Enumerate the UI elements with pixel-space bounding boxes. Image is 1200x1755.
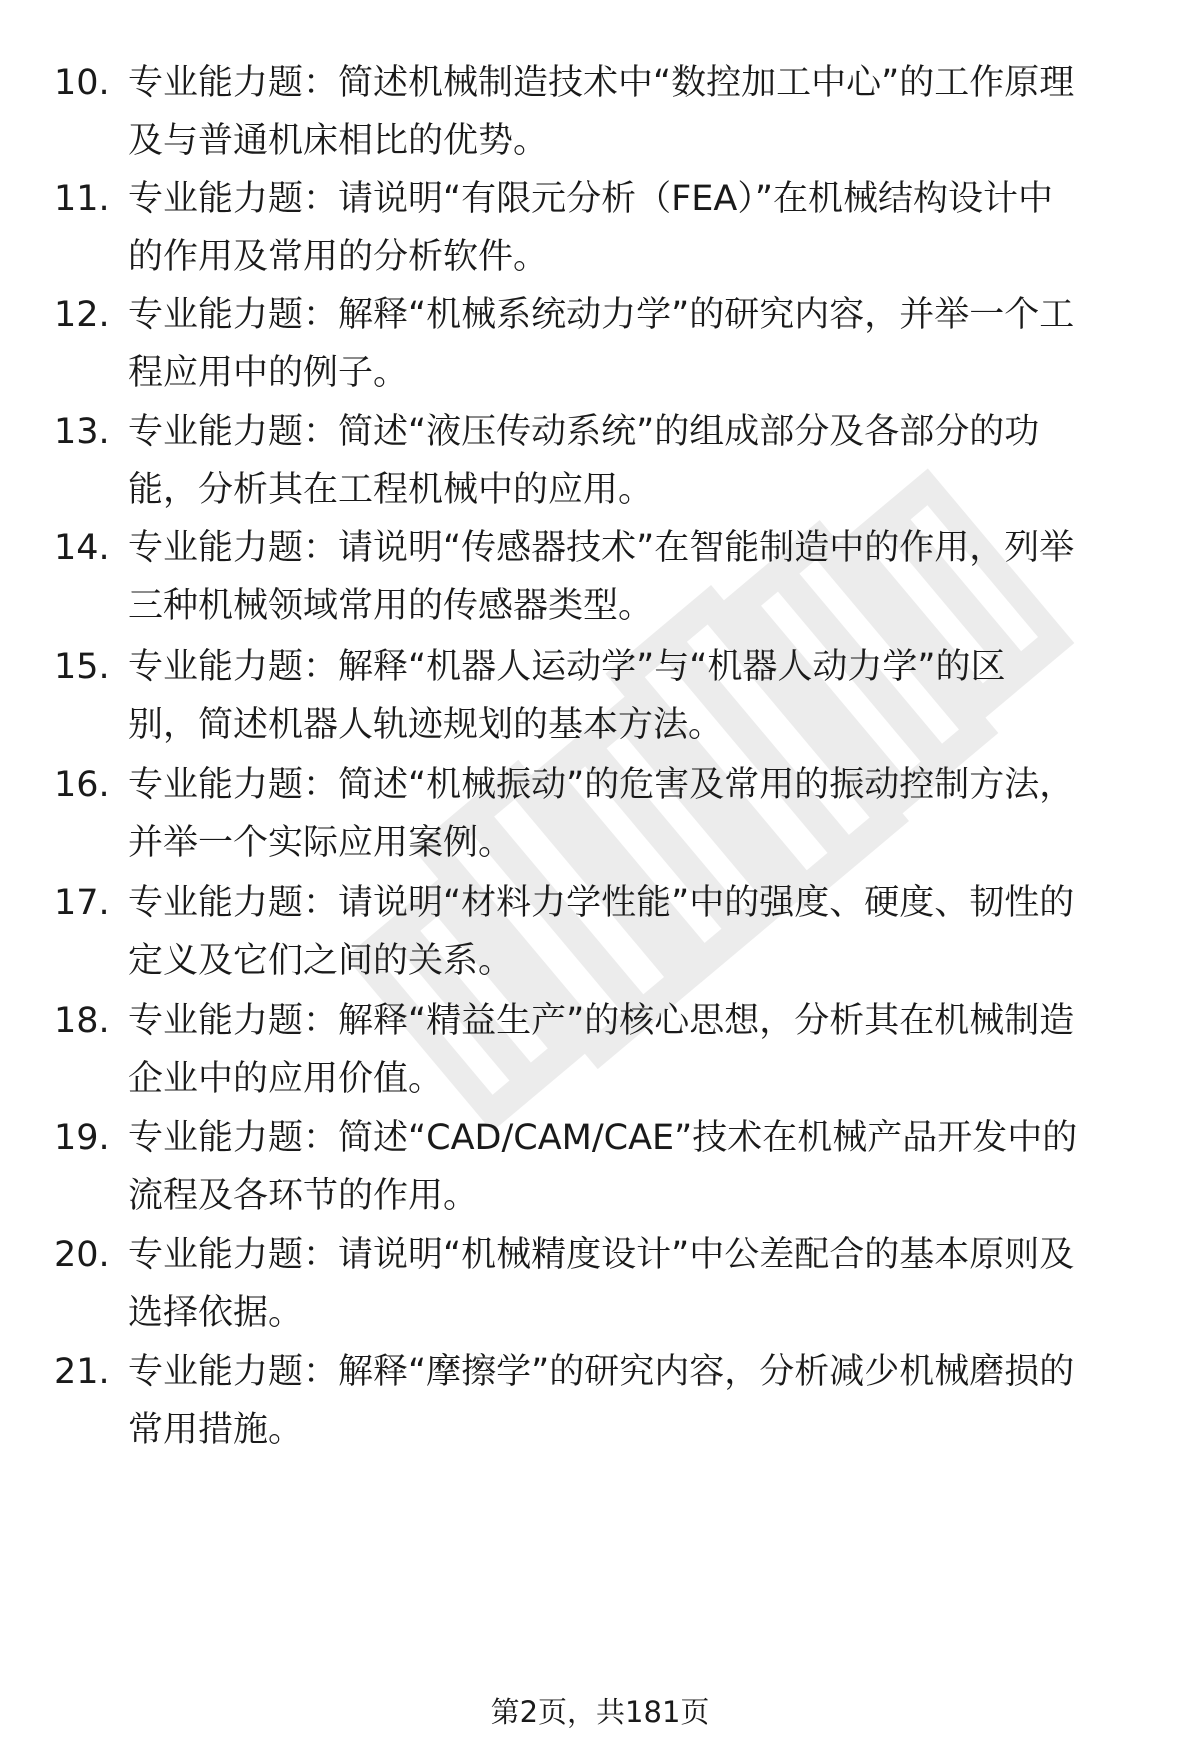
question-number: 14.	[54, 528, 110, 568]
question-text-line1: 专业能力题：请说明“传感器技术”在智能制造中的作用，列举	[128, 528, 1075, 568]
question-number: 16.	[54, 765, 110, 805]
question-text-line2: 三种机械领域常用的传感器类型。	[128, 586, 654, 626]
question-text-line2: 定义及它们之间的关系。	[128, 941, 514, 981]
page-number-label: 第2页，共181页	[490, 1695, 710, 1729]
question-number: 19.	[54, 1118, 110, 1158]
question-text-line1: 专业能力题：解释“机械系统动力学”的研究内容，并举一个工	[128, 295, 1075, 335]
question-number: 12.	[54, 295, 110, 335]
question-item	[0, 1229, 1200, 1339]
question-text-line2: 企业中的应用价值。	[128, 1059, 444, 1099]
question-number: 10.	[54, 63, 110, 103]
question-item	[0, 759, 1200, 869]
question-text-line1: 专业能力题：请说明“机械精度设计”中公差配合的基本原则及	[128, 1235, 1075, 1275]
question-text-line2: 常用措施。	[128, 1410, 304, 1450]
question-item	[0, 173, 1200, 283]
question-text-line1: 专业能力题：简述“机械振动”的危害及常用的振动控制方法，	[128, 765, 1075, 805]
question-text-line1: 专业能力题：请说明“有限元分析（FEA）”在机械结构设计中	[128, 179, 1053, 219]
question-number: 13.	[54, 412, 110, 452]
question-text-line1: 专业能力题：解释“精益生产”的核心思想，分析其在机械制造	[128, 1001, 1075, 1041]
question-text-line2: 选择依据。	[128, 1293, 304, 1333]
question-number: 17.	[54, 883, 110, 923]
question-text-line1: 专业能力题：简述“CAD/CAM/CAE”技术在机械产品开发中的	[128, 1118, 1078, 1158]
question-number: 18.	[54, 1001, 110, 1041]
question-text-line1: 专业能力题：解释“机器人运动学”与“机器人动力学”的区	[128, 647, 1006, 687]
question-text-line2: 并举一个实际应用案例。	[128, 823, 514, 863]
question-number: 15.	[54, 647, 110, 687]
question-item	[0, 406, 1200, 516]
question-item	[0, 57, 1200, 167]
question-number: 21.	[54, 1352, 110, 1392]
question-item	[0, 1346, 1200, 1456]
question-item	[0, 289, 1200, 399]
question-text-line2: 的作用及常用的分析软件。	[128, 237, 549, 277]
question-text-line2: 流程及各环节的作用。	[128, 1176, 479, 1216]
question-text-line2: 能，分析其在工程机械中的应用。	[128, 470, 654, 510]
question-number: 11.	[54, 179, 110, 219]
question-text-line1: 专业能力题：解释“摩擦学”的研究内容，分析减少机械磨损的	[128, 1352, 1075, 1392]
question-item	[0, 995, 1200, 1105]
question-text-line2: 及与普通机床相比的优势。	[128, 121, 549, 161]
question-number: 20.	[54, 1235, 110, 1275]
question-text-line1: 专业能力题：请说明“材料力学性能”中的强度、硬度、韧性的	[128, 883, 1075, 923]
question-item	[0, 641, 1200, 751]
question-item	[0, 1112, 1200, 1222]
page-footer	[0, 1692, 1200, 1732]
question-text-line1: 专业能力题：简述机械制造技术中“数控加工中心”的工作原理	[128, 63, 1075, 103]
question-text-line2: 程应用中的例子。	[128, 353, 409, 393]
question-item	[0, 522, 1200, 632]
question-item	[0, 877, 1200, 987]
question-text-line1: 专业能力题：简述“液压传动系统”的组成部分及各部分的功	[128, 412, 1040, 452]
question-text-line2: 别，简述机器人轨迹规划的基本方法。	[128, 705, 724, 745]
